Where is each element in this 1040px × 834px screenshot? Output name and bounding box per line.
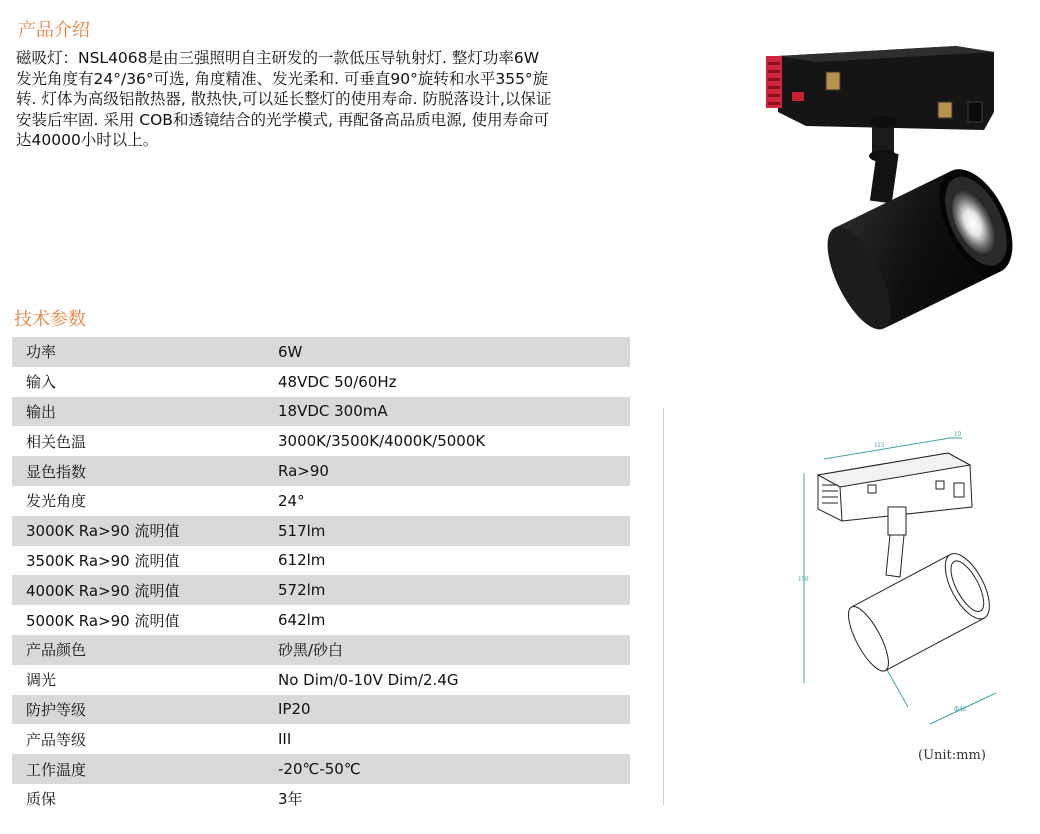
dim-height-label: 150 xyxy=(798,575,809,583)
spec-row xyxy=(12,486,630,516)
intro-line: 发光角度有24°/36°可选, 角度精准、发光柔和. 可垂直90°旋转和水平355°旋 xyxy=(16,69,549,88)
spec-row xyxy=(12,456,630,486)
spec-row xyxy=(12,337,630,367)
spec-label: 调光 xyxy=(26,671,57,690)
intro-line: 达40000小时以上。 xyxy=(16,131,159,148)
spec-label: 防护等级 xyxy=(12,695,264,725)
spec-label: 功率 xyxy=(12,337,264,367)
spec-value: 24° xyxy=(278,491,305,510)
spec-row xyxy=(12,784,630,814)
spec-label: 相关色温 xyxy=(26,432,87,451)
spec-value: 砂黑/砂白 xyxy=(264,635,630,665)
spec-row xyxy=(12,426,630,456)
spec-value: No Dim/0-10V Dim/2.4G xyxy=(278,670,459,689)
spec-label: 输出 xyxy=(12,397,264,427)
intro-line: 转. 灯体为高级铝散热器, 散热快,可以延长整灯的使用寿命. 防脱落设计,以保证 xyxy=(16,90,552,108)
spec-table xyxy=(12,337,630,814)
dim-end-label: 19 xyxy=(954,430,961,438)
intro-text xyxy=(16,48,608,148)
spec-value: 6W xyxy=(264,337,630,367)
spec-label: 发光角度 xyxy=(26,492,87,511)
specs-title: 技术参数 xyxy=(14,309,86,330)
spec-row xyxy=(12,724,630,754)
dim-width-label: 115 xyxy=(874,441,885,449)
spec-row xyxy=(12,695,630,725)
spec-row xyxy=(12,635,630,665)
spec-value: 3000K/3500K/4000K/5000K xyxy=(278,432,486,451)
spec-label: 工作温度 xyxy=(12,754,264,784)
spec-row xyxy=(12,575,630,605)
divider xyxy=(663,408,664,805)
spec-row xyxy=(12,516,630,546)
spec-value: IP20 xyxy=(264,695,630,725)
spec-row xyxy=(12,754,630,784)
dim-dia-label: Φ42 xyxy=(954,705,967,713)
spec-label: 4000K Ra>90 流明值 xyxy=(12,575,264,605)
spec-value: 3年 xyxy=(278,790,303,809)
spec-row xyxy=(12,546,630,576)
spec-label: 3500K Ra>90 流明值 xyxy=(26,551,180,570)
intro-line: 磁吸灯：NSL4068是由三强照明自主研发的一款低压导轨射灯. 整灯功率6W xyxy=(16,49,540,67)
spec-value: -20℃-50℃ xyxy=(264,754,630,784)
spec-value: 18VDC 300mA xyxy=(264,397,630,427)
spec-label: 5000K Ra>90 流明值 xyxy=(26,611,180,630)
spec-label: 输入 xyxy=(26,373,57,392)
spec-label: 产品颜色 xyxy=(12,635,264,665)
spec-label: 显色指数 xyxy=(12,456,264,486)
intro-line: 安装后牢固. 采用 COB和透镜结合的光学模式, 再配备高品质电源, 使用寿命可 xyxy=(16,110,550,129)
spec-value: 642lm xyxy=(278,611,326,630)
spec-value: III xyxy=(278,730,292,749)
spec-row xyxy=(12,397,630,427)
spec-value: 48VDC 50/60Hz xyxy=(278,372,397,391)
dimension-drawing xyxy=(790,425,1010,735)
spec-value: 612lm xyxy=(278,551,326,570)
spec-row xyxy=(12,367,630,397)
spec-label: 质保 xyxy=(26,790,57,809)
spec-value: Ra>90 xyxy=(264,456,630,486)
intro-title: 产品介绍 xyxy=(18,20,90,41)
spec-row xyxy=(12,605,630,635)
spec-row xyxy=(12,665,630,695)
product-photo xyxy=(762,42,1022,342)
spec-value: 572lm xyxy=(264,575,630,605)
unit-label: (Unit:mm) xyxy=(918,748,986,763)
spec-value: 517lm xyxy=(264,516,630,546)
spec-label: 产品等级 xyxy=(26,730,87,749)
spec-label: 3000K Ra>90 流明值 xyxy=(12,516,264,546)
